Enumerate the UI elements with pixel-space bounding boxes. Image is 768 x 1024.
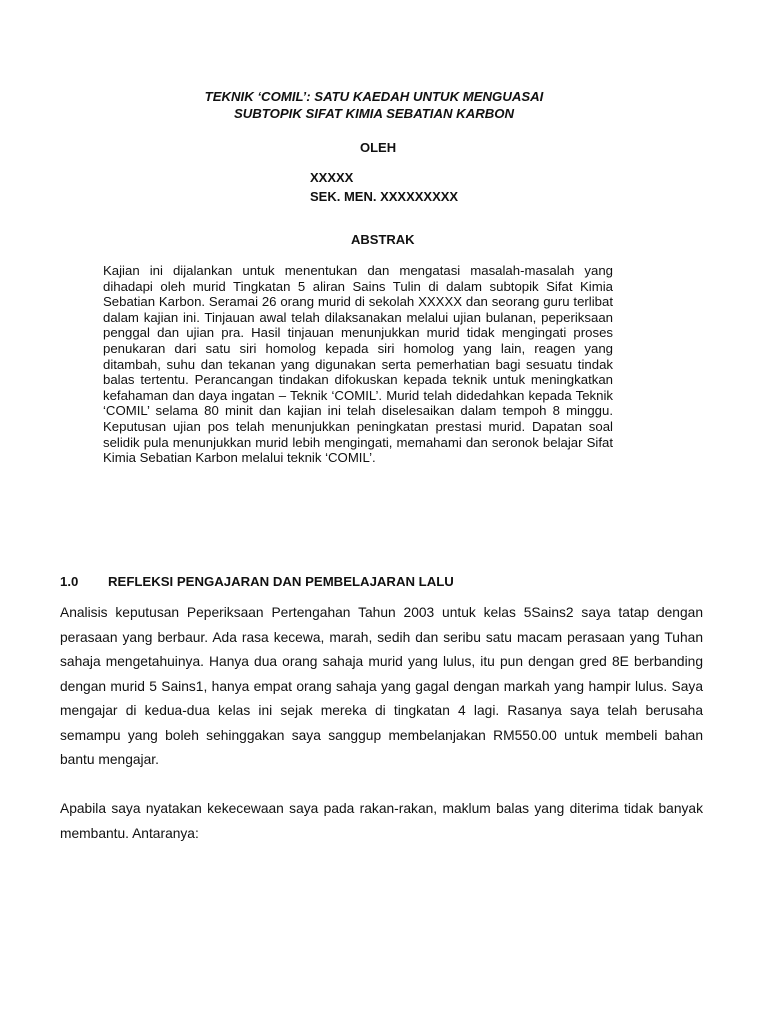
abstract-text: Kajian ini dijalankan untuk menentukan dan mengatasi masalah-masalah yang dihadapi oleh murid Tingkatan 5 aliran Sains Tulin di dalam subtopik Sifat Kimia Sebatian Karbon. Seramai 26 orang murid di sekolah XXXXX dan seorang guru terlibat dalam kajian ini. Tinjauan awal telah dilaksanakan melalui ujian bulanan, peperiksaan penggal dan ujian pra. Hasil tinjauan menunjukkan murid tidak mengingati proses penukaran dari satu siri homolog kepada siri homolog yang lain, reagen yang ditambah, suhu dan tekanan yang digunakan serta pemerhatian bagi sesuatu tindak balas tertentu. Perancangan tindakan difokuskan kepada teknik untuk meningkatkan kefahaman dan daya ingatan – Teknik ‘COMIL’. Murid telah didedahkan kepada Teknik ‘COMIL’ selama 80 minit dan kajian ini telah diselesaikan dalam tempoh 8 minggu. Keputusan ujian pos telah menunjukkan peningkatan prestasi murid. Dapatan soal selidik pula menunjukkan murid lebih mengingati, memahami dan seronok belajar Sifat Kimia Sebatian Karbon melalui teknik ‘COMIL’. xyxy=(103,263,613,466)
school-name: SEK. MEN. XXXXXXXXX xyxy=(310,189,459,204)
abstract-heading: ABSTRAK xyxy=(351,232,415,247)
section-number: 1.0 xyxy=(60,574,79,589)
body-paragraph-2: Apabila saya nyatakan kekecewaan saya pada rakan-rakan, maklum balas yang diterima tidak banyak membantu. Antaranya: xyxy=(60,801,703,841)
by-label: OLEH xyxy=(360,140,397,155)
title-line-1: TEKNIK ‘COMIL’: SATU KAEDAH UNTUK MENGUASAI xyxy=(204,89,544,104)
title-line-2: SUBTOPIK SIFAT KIMIA SEBATIAN KARBON xyxy=(233,106,515,121)
body-paragraph-1: Analisis keputusan Peperiksaan Pertengahan Tahun 2003 untuk kelas 5Sains2 saya tatap dengan perasaan yang berbaur. Ada rasa kecewa, marah, sedih dan seribu satu macam perasaan yang Tuhan sahaja mengetahuinya. Hanya dua orang sahaja murid yang lulus, itu pun dengan gred 8E berbanding dengan murid 5 Sains1, hanya empat orang sahaja yang gagal dengan markah yang hampir lulus. Saya mengajar di kedua-dua kelas ini sejak mereka di tingkatan 4 lagi. Rasanya saya telah berusaha semampu yang boleh sehinggakan saya sanggup membelanjakan RM550.00 untuk membeli bahan bantu mengajar. xyxy=(60,605,703,767)
author-name: XXXXX xyxy=(310,170,354,185)
section-title: REFLEKSI PENGAJARAN DAN PEMBELAJARAN LALU xyxy=(108,574,454,589)
